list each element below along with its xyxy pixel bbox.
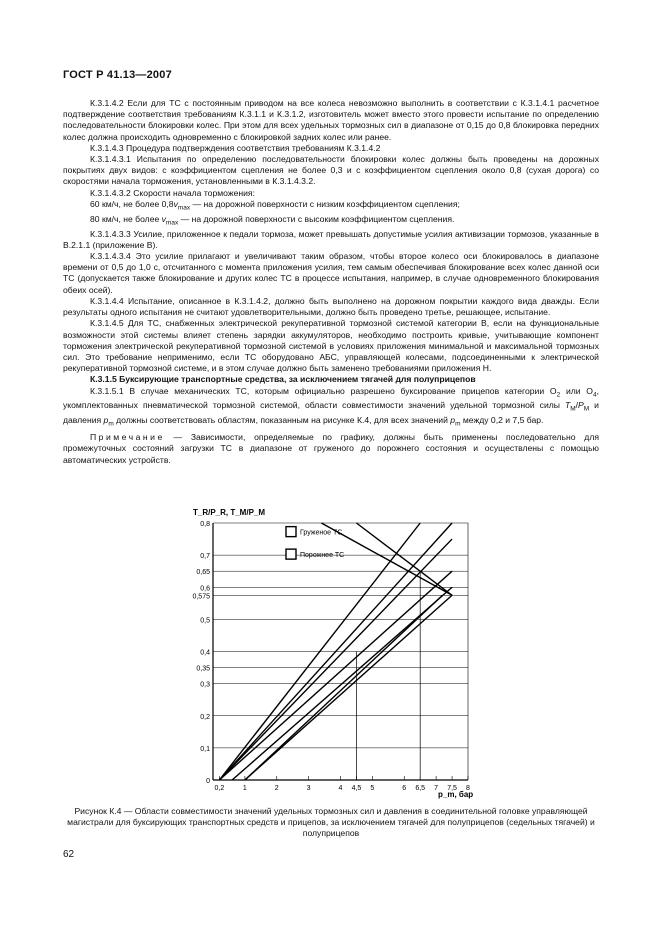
legend-label: Порожнее ТС bbox=[300, 552, 345, 560]
paragraph: К.3.1.4.3.1 Испытания по определению последовательности блокировки колес должны быть проведены на дорожных покрытиях двух видов: с коэффициентом сцепления не более 0,3 и с коэффициентом сцепления около 0,8 (сухая дорога) со скоростями начала торможения, установленными в К.3.1.4.3.2. bbox=[63, 154, 599, 187]
paragraph: К.3.1.4.4 Испытание, описанное в К.3.1.4.2, должно быть выполнено на дорожном покрытии каждого вида дважды. Если результаты одного испытания не считают удовлетворительными, должно быть проведено третье, решающее, испытание. bbox=[63, 295, 599, 318]
x-tick-label: 4 bbox=[338, 785, 343, 792]
series-groz-lower bbox=[245, 595, 452, 780]
paragraph: К.3.1.4.3.2 Скорости начала торможения: bbox=[90, 187, 255, 198]
series-por-upper bbox=[219, 571, 452, 780]
x-tick-label: 2 bbox=[274, 785, 279, 792]
x-tick-label: 7 bbox=[434, 785, 439, 792]
y-tick-label: 0,35 bbox=[196, 665, 210, 673]
x-tick-label: 5 bbox=[370, 785, 375, 792]
y-tick-label: 0,8 bbox=[200, 521, 210, 528]
y-tick-label: 0,2 bbox=[200, 713, 210, 721]
legend-box bbox=[286, 549, 296, 559]
limit-loaded-cap bbox=[356, 523, 452, 595]
x-tick-label: 6,5 bbox=[415, 785, 426, 792]
x-tick-label: 4,5 bbox=[351, 785, 362, 792]
paragraph: К.3.1.4.2 Если для ТС с постоянным приводом на все колеса невозможно выполнить в соответствии с К.3.1.4.1 расчетное подтверждение соответствия требованиям К.3.1.1 и К.3.1.2, изготовитель может вместо этого провести испытание по определению последовательности блокировки колес. При этом для всех удельных тормозных сил в диапазоне от 0,15 до 0,8 блокировка передних колес должна происходить одновременно с блокировкой задних колес или ранее. bbox=[63, 98, 599, 142]
paragraph: К.3.1.4.3.3 Усилие, приложенное к педали тормоза, может превышать допустимые усилия активизации тормозов, указанные в В.2.1.1 (приложение В). bbox=[63, 228, 599, 250]
speed-line-2: 80 км/ч, не более $v_{max}$ — на дорожной поверхности с высоким коэффициентом сцепления. bbox=[90, 213, 455, 227]
y-tick-label: 0,3 bbox=[200, 681, 210, 689]
note: Примечание — Зависимости, определяемые по графику, должны быть применены последовательно для промежуточных состояний загрузки ТС в диапазоне от груженого до порожнего состояния и осуществлены с помощью автоматических устройств. bbox=[63, 432, 599, 465]
section-paragraph: К.3.1.5.1 В случае механических ТС, которым официально разрешено буксирование прицепов категории $O_2$ или $O_4$, укомплектованных пневматической тормозной системой, области совместимости значений удельной тормозной силы $T_М/P_М$ и давления $p_m$ должны соответствовать областям, показанным на рисунке К.4, для всех значений $p_m$ между 0,2 и 7,5 бар. bbox=[63, 385, 599, 429]
section-heading: К.3.1.5 Буксирующие транспортные средства, за исключением тягачей для полуприцепов bbox=[90, 374, 476, 385]
legend-label: Груженое ТС bbox=[300, 529, 343, 537]
y-tick-label: 0 bbox=[206, 778, 210, 785]
x-tick-label: 8 bbox=[466, 785, 470, 792]
figure-caption: Рисунок К.4 — Области совместимости значений удельных тормозных сил и давления в соединительной головке управляющей магистрали для буксирующих транспортных средств и прицепов, за исключением тягачей для полуприцепов (седельных тягачей) и полуприцепов bbox=[67, 806, 595, 839]
series-por-lower bbox=[245, 595, 443, 780]
y-tick-label: 0,4 bbox=[200, 649, 210, 657]
x-tick-label: 0,2 bbox=[214, 785, 225, 792]
x-tick-label: 3 bbox=[306, 785, 311, 792]
paragraph: К.3.1.4.3 Процедура подтверждения соответствия требованиям К.3.1.4.2 bbox=[90, 142, 381, 153]
page-header: ГОСТ Р 41.13—2007 bbox=[63, 69, 172, 81]
y-tick-label: 0,575 bbox=[192, 593, 210, 601]
y-tick-label: 0,7 bbox=[200, 553, 210, 561]
compatibility-chart bbox=[183, 505, 483, 805]
y-axis-label: T_R/P_R, T_M/P_M bbox=[193, 508, 266, 517]
x-tick-label: 7,5 bbox=[447, 785, 457, 792]
x-tick-label: 6 bbox=[402, 785, 407, 792]
chart-legend bbox=[286, 527, 344, 559]
y-tick-label: 0,6 bbox=[200, 585, 210, 593]
page-number: 62 bbox=[63, 849, 75, 860]
legend-box bbox=[286, 527, 296, 537]
paragraph: К.3.1.4.3.4 Это усилие прилагают и увеличивают таким образом, чтобы второе колесо оси блокировалось в диапазоне времени от 0,5 до 1,0 с, отсчитанного с момента приложения усилия, тем самым обеспечивая блокирование всех колес данной оси ТС (допускается также блокирование и других колес ТС в процессе испытания, например, в случае одновременного блокирования обеих осей). bbox=[63, 251, 599, 295]
speed-line-1: 60 км/ч, не более $0,8v_{max}$ — на дорожной поверхности с низким коэффициентом сцепления; bbox=[90, 198, 460, 212]
body-text bbox=[63, 98, 599, 466]
y-tick-label: 0,65 bbox=[196, 569, 210, 577]
x-tick-label: 1 bbox=[242, 785, 247, 792]
y-tick-label: 0,1 bbox=[200, 745, 210, 753]
x-axis-label: p_m, бар bbox=[438, 790, 474, 799]
paragraph: К.3.1.4.5 Для ТС, снабженных электрической рекуперативной тормозной системой категории В, если на функциональные возможности этой системы влияет степень зарядки аккумуляторов, необходимо построить кривые, учитывающие компонент торможения электрической рекуперативной тормозной системой в условиях приложения минимальной и максимальной тормозных сил. Это требование неприменимо, если ТС оборудовано АБС, управляющей колесами, подсоединенными к электрической рекуперативной тормозной системе, и в этом случае должно быть заменено требованиями приложения Н. bbox=[63, 318, 599, 374]
y-tick-label: 0,5 bbox=[200, 617, 210, 625]
